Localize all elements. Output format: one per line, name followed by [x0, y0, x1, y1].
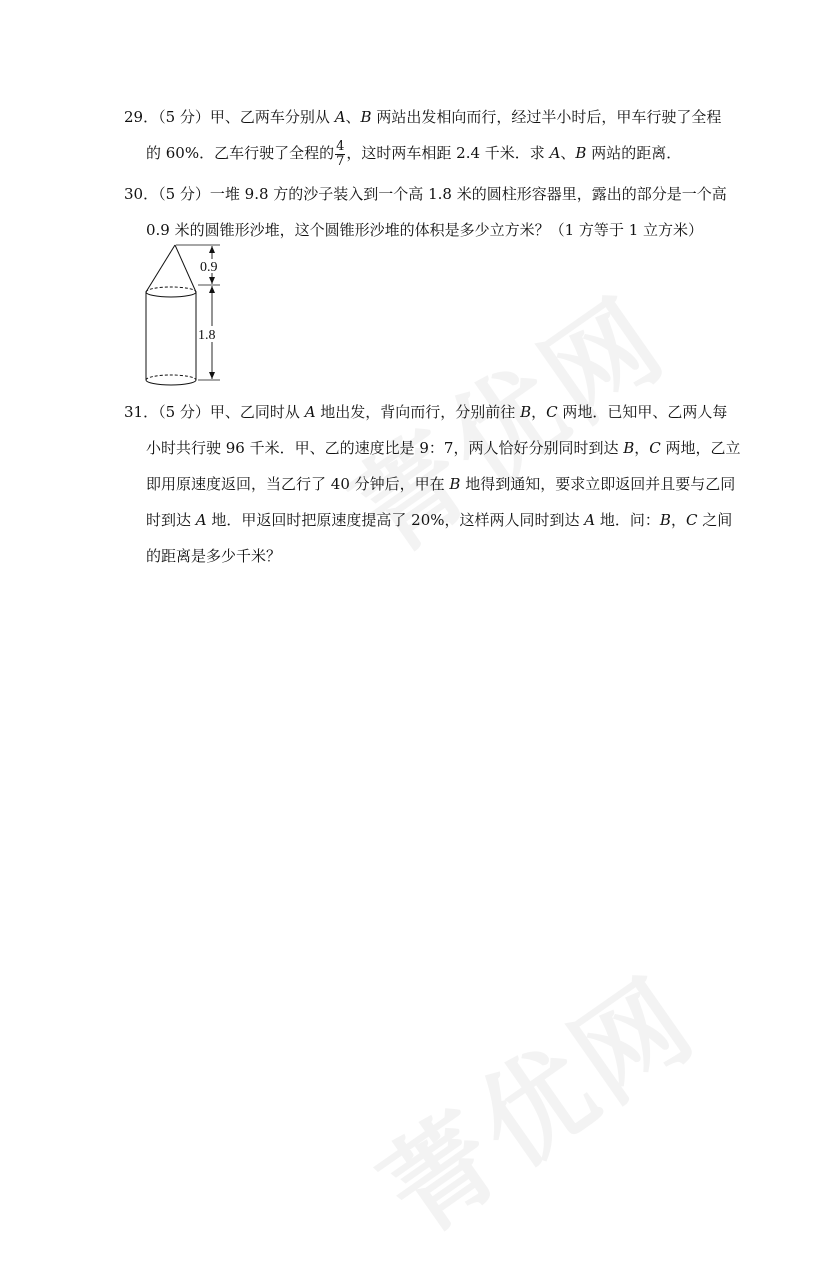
question-29	[124, 99, 722, 171]
question-31-line-3: 即用原速度返回，当乙行了 40 分钟后，甲在 B 地得到通知，要求立即返回并且要与乙同	[146, 475, 736, 493]
question-29-line-2: 的 60%．乙车行驶了全程的 $\frac{4}{7}$ ，这时两车相距 2.4 千米．求 A、B 两站的距离．	[146, 138, 682, 169]
arrow-up-icon	[209, 246, 215, 253]
question-score: （5 分）	[158, 403, 210, 421]
fraction	[335, 140, 345, 169]
question-31-line-1: 31．（5 分）甲、乙同时从 A 地出发，背向而行，分别前往 B，C 两地．已知甲、乙两人每	[124, 403, 728, 421]
question-31-line-2: 小时共行驶 96 千米．甲、乙的速度比是 9：7，两人恰好分别同时到达 B，C 两地，乙立	[146, 439, 741, 457]
question-30	[124, 176, 727, 248]
cone-cylinder-figure	[136, 242, 246, 392]
arrow-down-icon	[209, 372, 215, 379]
cone-edge	[146, 245, 175, 292]
question-number: 29．	[124, 108, 159, 126]
arrow-up-icon	[209, 286, 215, 293]
question-30-line-2: 0.9 米的圆锥形沙堆，这个圆锥形沙堆的体积是多少立方米？（1 方等于 1 立方米）	[146, 221, 704, 239]
cylinder-top-front	[146, 292, 196, 297]
cylinder-height-label: 1.8	[198, 328, 216, 343]
fraction-numerator: 4	[336, 138, 345, 154]
question-31	[124, 394, 741, 574]
cone-height-label: 0.9	[200, 260, 218, 275]
fraction-denominator: 7	[336, 153, 345, 169]
question-30-line-1: 30．（5 分）一堆 9.8 方的沙子装入到一个高 1.8 米的圆柱形容器里，露出的部分是一个高	[124, 185, 727, 203]
question-29-line-1: 29．（5 分）甲、乙两车分别从 A、B 两站出发相向而行，经过半小时后，甲车行驶了全程	[124, 108, 722, 126]
question-score: （5 分）	[158, 185, 210, 203]
watermark	[346, 934, 722, 1263]
cylinder-bottom-front	[146, 380, 196, 385]
arrow-down-icon	[209, 277, 215, 284]
question-number: 30．	[124, 185, 159, 203]
cylinder-top-back	[146, 287, 196, 292]
question-31-line-4: 时到达 A 地．甲返回时把原速度提高了 20%，这样两人同时到达 A 地．问：B，C 之间	[146, 511, 733, 529]
cone-edge	[175, 245, 196, 292]
question-31-line-5: 的距离是多少千米？	[146, 547, 282, 565]
question-score: （5 分）	[158, 108, 210, 126]
question-number: 31．	[124, 403, 159, 421]
cylinder-bottom-back	[146, 375, 196, 380]
